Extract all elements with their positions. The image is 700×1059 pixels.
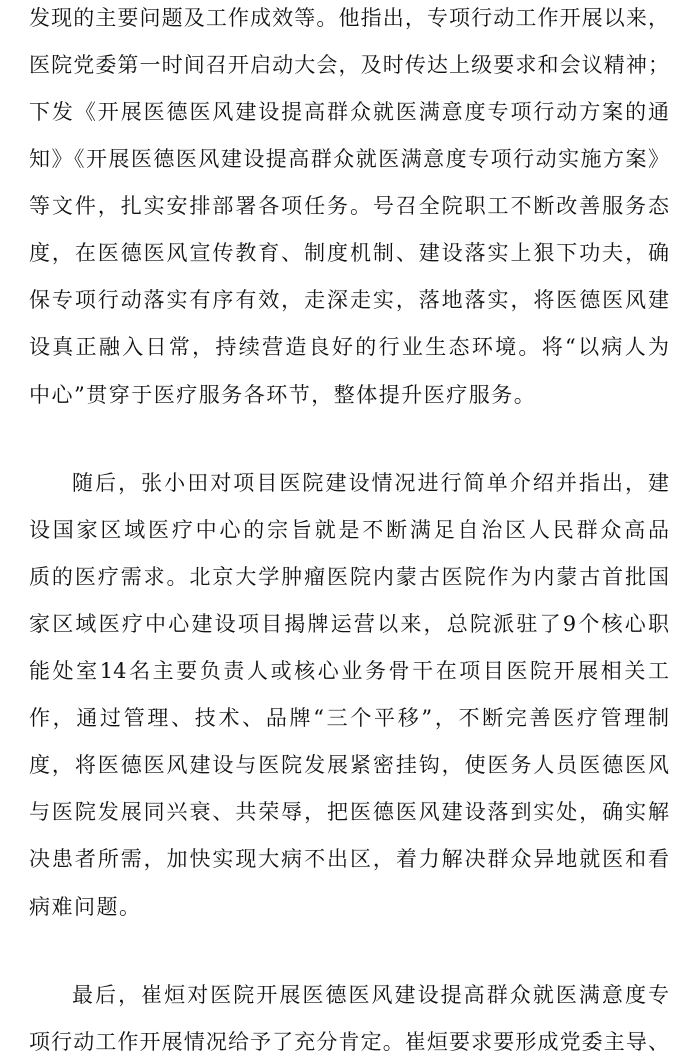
text-line: 决患者所需，加快实现大病不出区，着力解决群众异地就医和看 [29, 847, 669, 871]
text-line: 项行动工作开展情况给予了充分肯定。崔烜要求要形成党委主导、 [29, 1030, 669, 1054]
text-line: 作，通过管理、技术、品牌“三个平移”，不断完善医疗管理制 [29, 706, 669, 730]
text-line: 发现的主要问题及工作成效等。他指出，专项行动工作开展以来， [29, 6, 669, 30]
text-line: 度，将医德医风建设与医院发展紧密挂钩，使医务人员医德医风 [29, 753, 669, 777]
text-line: 病难问题。 [29, 895, 142, 919]
text-line: 度，在医德医风宣传教育、制度机制、建设落实上狠下功夫，确 [29, 241, 669, 265]
text-line: 与医院发展同兴衰、共荣辱，把医德医风建设落到实处，确实解 [29, 800, 669, 824]
text-line: 知》《开展医德医风建设提高群众就医满意度专项行动实施方案》 [29, 147, 669, 171]
text-line: 中心”贯穿于医疗服务各环节，整体提升医疗服务。 [29, 383, 537, 407]
text-line: 家区域医疗中心建设项目揭牌运营以来，总院派驻了9个核心职 [29, 612, 669, 636]
text-line: 设真正融入日常，持续营造良好的行业生态环境。将“以病人为 [29, 335, 669, 359]
text-line: 随后，张小田对项目医院建设情况进行简单介绍并指出，建 [72, 471, 669, 495]
text-line: 等文件，扎实安排部署各项任务。号召全院职工不断改善服务态 [29, 194, 669, 218]
text-line: 最后，崔烜对医院开展医德医风建设提高群众就医满意度专 [72, 983, 669, 1007]
text-line: 设国家区域医疗中心的宗旨就是不断满足自治区人民群众高品 [29, 518, 669, 542]
text-line: 质的医疗需求。北京大学肿瘤医院内蒙古医院作为内蒙古首批国 [29, 565, 669, 589]
text-line: 医院党委第一时间召开启动大会，及时传达上级要求和会议精神； [29, 53, 669, 77]
text-line: 保专项行动落实有序有效，走深走实，落地落实，将医德医风建 [29, 288, 669, 312]
text-line: 下发《开展医德医风建设提高群众就医满意度专项行动方案的通 [29, 100, 669, 124]
text-line: 能处室14名主要负责人或核心业务骨干在项目医院开展相关工 [29, 659, 669, 683]
